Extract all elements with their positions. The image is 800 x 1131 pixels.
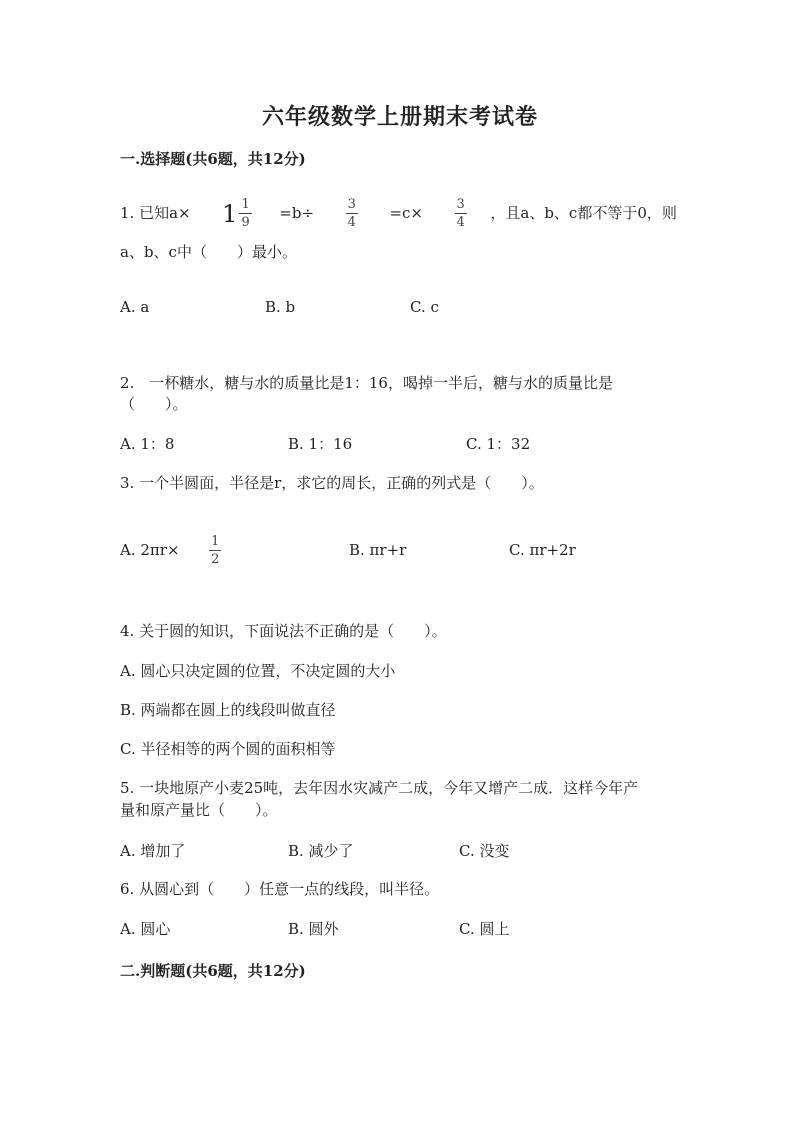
q2-option-b[interactable]: B. 1：16 [288,435,353,453]
q5-option-c[interactable]: C. 没变 [459,842,510,860]
q6-option-a[interactable]: A. 圆心 [120,920,171,938]
question-5-line-1: 5. 一块地原产小麦25吨，去年因水灾减产二成，今年又增产二成．这样今年产 [120,779,639,797]
q2-option-a[interactable]: A. 1：8 [120,435,175,453]
q4-option-c[interactable]: C. 半径相等的两个圆的面积相等 [120,740,336,758]
q1-option-c[interactable]: C. c [410,298,439,316]
q1-frac1-numerator: 3 [347,197,356,212]
q3-option-a-text: A. 2πr× [120,541,180,559]
q1-option-a[interactable]: A. a [120,298,150,316]
q1-text-part4: ，且a、b、c都不等于0，则 [490,204,677,222]
q4-option-a[interactable]: A. 圆心只决定圆的位置，不决定圆的大小 [120,662,396,680]
question-3-line-1: 3. 一个半圆面，半径是r，求它的周长，正确的列式是（ ）。 [120,474,544,492]
q1-text-part1: 1. 已知a× [120,204,191,222]
q3-option-b[interactable]: B. πr+r [349,541,407,559]
question-2-line-2: （ ）。 [120,395,188,413]
q3-frac-denominator: 2 [211,552,220,567]
q1-mixed-number [222,198,252,230]
q1-option-b[interactable]: B. b [265,298,296,316]
q3-option-c[interactable]: C. πr+2r [509,541,576,559]
question-2-line-1: 2. 一杯糖水，糖与水的质量比是1：16，喝掉一半后，糖与水的质量比是 [120,374,613,392]
question-6-line-1: 6. 从圆心到（ ）任意一点的线段，叫半径。 [120,880,440,898]
q1-fraction-1 [346,198,358,230]
section-heading-judgment: 二.判断题(共6题，共12分) [120,962,306,980]
q1-frac1-denominator: 4 [347,215,356,230]
page-title: 六年级数学上册期末考试卷 [261,104,538,130]
q3-option-a[interactable] [120,535,221,567]
q3-option-a-fraction [209,535,221,567]
q6-option-c[interactable]: C. 圆上 [459,920,510,938]
q5-option-b[interactable]: B. 减少了 [288,842,354,860]
q4-option-b[interactable]: B. 两端都在圆上的线段叫做直径 [120,701,336,719]
question-1-line-1 [120,198,677,230]
q1-mixed-numerator: 1 [241,197,250,212]
q1-text-part3: =c× [389,204,423,222]
question-5-line-2: 量和原产量比（ ）。 [120,801,278,819]
q6-option-b[interactable]: B. 圆外 [288,920,339,938]
section-heading-choice: 一.选择题(共6题，共12分) [120,150,306,168]
q1-frac2-numerator: 3 [456,197,465,212]
q3-frac-numerator: 1 [211,534,220,549]
q5-option-a[interactable]: A. 增加了 [120,842,186,860]
q1-frac2-denominator: 4 [456,215,465,230]
q1-fraction-2 [455,198,467,230]
q2-option-c[interactable]: C. 1：32 [466,435,531,453]
q1-mixed-whole: 1 [222,200,238,228]
question-4-line-1: 4. 关于圆的知识，下面说法不正确的是（ ）。 [120,622,447,640]
question-1-line-2: a、b、c中（ ）最小。 [120,243,297,261]
q1-text-part2: =b÷ [279,204,315,222]
q1-mixed-denominator: 9 [241,215,250,230]
